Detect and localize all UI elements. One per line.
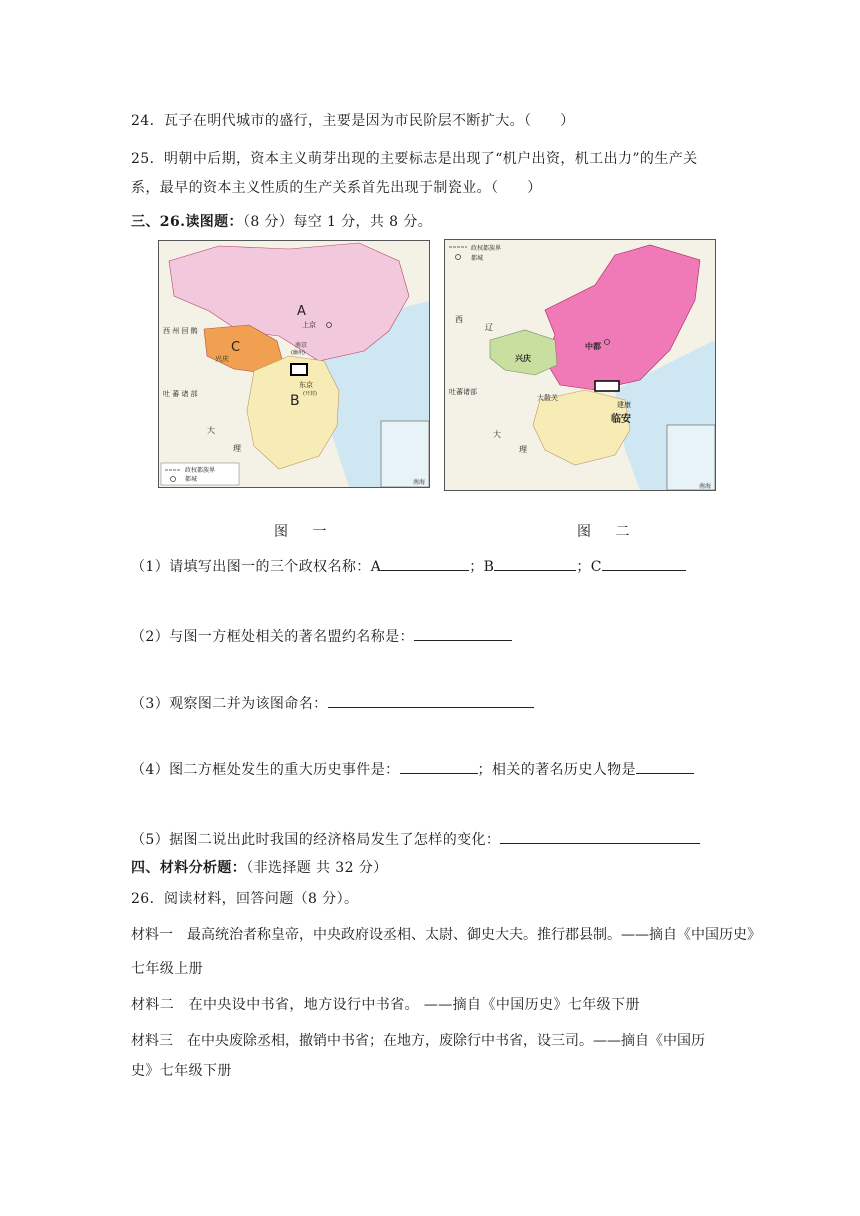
question-1 (131, 556, 686, 577)
map1-inset-label: 南海 (413, 479, 426, 486)
map1-label-xizhou: 西 州 回 鹘 (163, 327, 198, 335)
answer-blank-event[interactable] (400, 759, 478, 774)
question-3 (131, 693, 534, 714)
question-4-text: （4）图二方框处发生的重大历史事件是： (131, 762, 400, 778)
answer-blank-person[interactable] (636, 759, 694, 774)
figure-2-caption: 图 二 (577, 524, 640, 540)
map1-label-dongjing: 东京 (299, 381, 313, 389)
map1-label-shangjing: 上京 (302, 321, 316, 329)
material-3-line2: 史》七年级下册 (131, 1063, 232, 1079)
material-2: 材料二 在中央设中书省，地方设行中书省。 ——摘自《中国历史》七年级下册 (131, 997, 640, 1013)
map1-legend-boundary: 政权都族界 (185, 467, 216, 474)
map2-label-dasanguan: 大散关 (537, 394, 558, 402)
map1-label-dali-2: 理 (233, 444, 241, 453)
map2-legend-boundary: 政权都族界 (471, 245, 502, 252)
section3-note: （8 分）每空 1 分，共 8 分。 (242, 214, 433, 230)
question-2-text: （2）与图一方框处相关的著名盟约名称是： (131, 629, 414, 645)
material-1-line1: 材料一 最高统治者称皇帝，中央政府设丞相、太尉、御史大夫。推行郡县制。——摘自《中国历史》 (131, 927, 761, 943)
figure-1-caption: 图 一 (274, 524, 337, 540)
question-1-sep-c: ；C (576, 559, 602, 575)
question-5 (131, 829, 700, 850)
question-24: 24．瓦子在明代城市的盛行，主要是因为市民阶层不断扩大。（ ） (131, 113, 575, 129)
map1-label-a: A (297, 304, 306, 319)
answer-blank-economy[interactable] (500, 829, 700, 844)
section4-header (131, 858, 388, 878)
map1-svg (159, 241, 429, 487)
map2-inset-label: 南海 (699, 483, 712, 490)
question-25-line2: 系，最早的资本主义性质的生产关系首先出现于制瓷业。（ ） (131, 180, 542, 196)
question-4 (131, 759, 694, 780)
map2-highlight-box (595, 381, 619, 391)
section3-heading: 三、26.读图题： (131, 214, 243, 230)
map2-inset (667, 425, 715, 490)
map1-legend-capital: 都城 (185, 476, 198, 483)
map1-label-xingqing: 兴庆 (215, 355, 229, 363)
map2-label-zhongdu: 中都 (585, 342, 601, 351)
question-3-text: （3）观察图二并为该图命名： (131, 696, 328, 712)
map-figure-2 (444, 239, 716, 491)
answer-blank-a[interactable] (381, 556, 469, 571)
map2-label-liao: 辽 (485, 323, 493, 332)
answer-blank-treaty[interactable] (414, 626, 512, 641)
section4-note: （非选择题 共 32 分） (246, 860, 388, 876)
answer-blank-b[interactable] (494, 556, 576, 571)
question-1-text: （1）请填写出图一的三个政权名称：A (131, 559, 382, 575)
map1-label-kaifeng: (开封) (303, 391, 317, 397)
map1-inset (381, 421, 429, 487)
map2-label-tubo: 吐蕃诸部 (449, 388, 477, 396)
map1-label-b: B (290, 393, 300, 409)
material-1-line2: 七年级上册 (131, 961, 203, 977)
map1-label-dali-1: 大 (207, 426, 215, 435)
map-figure-1 (158, 240, 430, 488)
map1-label-tubo: 吐 蕃 诸 部 (163, 390, 198, 398)
map2-label-linan: 临安 (611, 414, 631, 425)
question-1-sep-b: ；B (469, 559, 495, 575)
map2-label-dali-2: 理 (519, 445, 527, 454)
map2-legend-capital: 都城 (471, 255, 484, 262)
question-4-text2: ；相关的著名历史人物是 (477, 762, 636, 778)
question-25-line1: 25．明朝中后期，资本主义萌芽出现的主要标志是出现了“机户出资，机工出力”的生产关 (131, 151, 698, 167)
map2-label-xi: 西 (455, 315, 463, 324)
map2-svg (445, 240, 715, 490)
map2-label-dali-1: 大 (493, 430, 501, 439)
map1-label-nanjing: 南京 (295, 342, 308, 349)
answer-blank-c[interactable] (602, 556, 686, 571)
map1-highlight-box (291, 364, 307, 375)
map2-label-xingqing: 兴庆 (515, 354, 531, 363)
map1-label-youzhou: (幽州) (291, 350, 305, 356)
section4-heading: 四、材料分析题： (131, 860, 247, 876)
question-26-intro: 26．阅读材料，回答问题（8 分）。 (131, 891, 359, 907)
question-5-text: （5）据图二说出此时我国的经济格局发生了怎样的变化： (131, 832, 501, 848)
map2-label-jiankang: 建康 (617, 401, 631, 409)
answer-blank-map-name[interactable] (328, 693, 534, 708)
map1-label-c: C (231, 340, 241, 355)
question-2 (131, 626, 512, 647)
material-3-line1: 材料三 在中央废除丞相，撤销中书省；在地方，废除行中书省，设三司。——摘自《中国历 (131, 1033, 705, 1049)
section3-header (131, 212, 432, 232)
